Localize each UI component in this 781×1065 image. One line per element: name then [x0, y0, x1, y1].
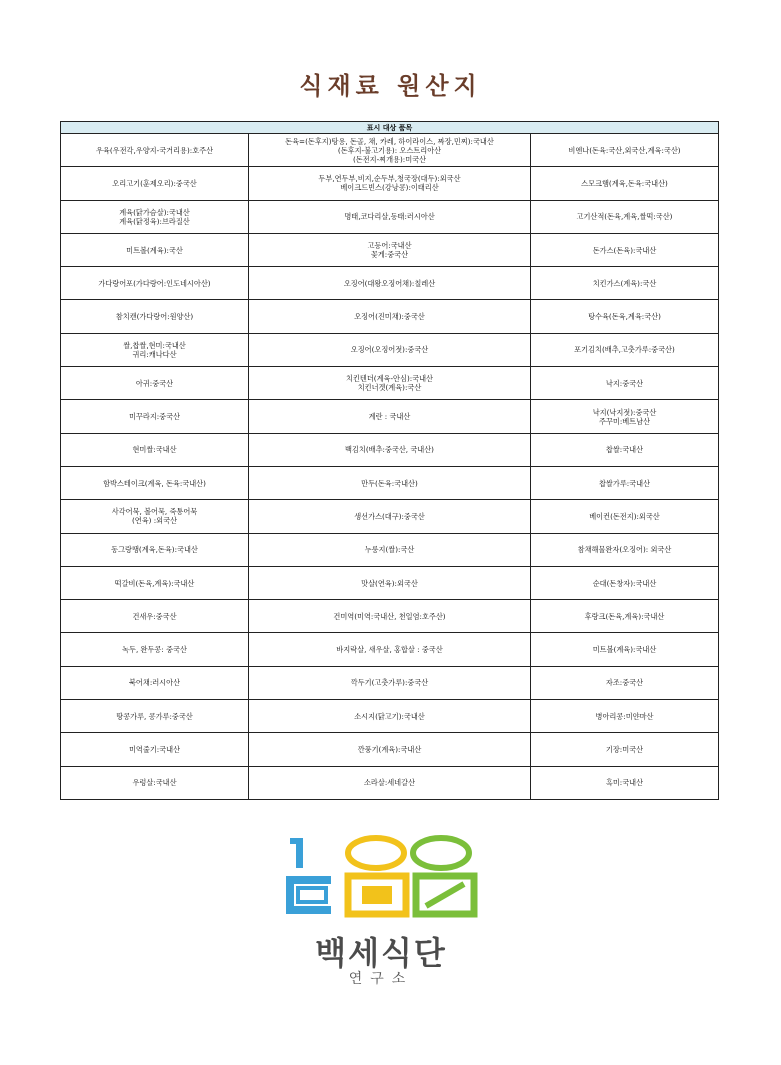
- table-cell: 포기김치(배추,고춧가루:중국산): [531, 333, 719, 366]
- table-cell: 건미역(미역:국내산, 천일염:호주산): [249, 600, 531, 633]
- table-cell: 기장:미국산: [531, 733, 719, 766]
- table-row: [61, 466, 719, 499]
- table-cell: 누룽지(쌀):국산: [249, 533, 531, 566]
- table-cell: 깐풍기(계육):국내산: [249, 733, 531, 766]
- table-cell: 순대(돈창자):국내산: [531, 566, 719, 599]
- table-cell: 스모크햄(계육,돈육:국내산): [531, 167, 719, 200]
- table-cell: 우육(우전각,우양지-국거리용):호주산: [61, 134, 249, 167]
- table-cell: 소라살:세네갈산: [249, 766, 531, 799]
- table-cell: 함박스테이크(계육, 돈육:국내산): [61, 466, 249, 499]
- table-cell: 참채해물완자(오징어): 외국산: [531, 533, 719, 566]
- table-row: [61, 633, 719, 666]
- table-row: [61, 700, 719, 733]
- table-cell: 돈가스(돈육):국내산: [531, 233, 719, 266]
- table-cell: 맛살(연육):외국산: [249, 566, 531, 599]
- table-body: [61, 134, 719, 800]
- table-cell: 아귀:중국산: [61, 367, 249, 400]
- table-cell: 오징어(대왕오징어채):칠레산: [249, 267, 531, 300]
- table-row: [61, 666, 719, 699]
- table-row: [61, 400, 719, 433]
- table-cell: 치킨가스(계육):국산: [531, 267, 719, 300]
- table-row: [61, 500, 719, 533]
- table-row: [61, 600, 719, 633]
- table-cell: 소시지(닭고기):국내산: [249, 700, 531, 733]
- table-cell: 찹쌀:국내산: [531, 433, 719, 466]
- table-row: [61, 233, 719, 266]
- table-cell: 미역줄기:국내산: [61, 733, 249, 766]
- table-cell: 땅콩가루, 콩가루:중국산: [61, 700, 249, 733]
- table-row: [61, 134, 719, 167]
- table-cell: 오징어(진미채):중국산: [249, 300, 531, 333]
- page-title: 식재료 원산지: [299, 72, 482, 100]
- table-row: [61, 566, 719, 599]
- table-cell: 쌀,찹쌀,현미:국내산 귀리:캐나다산: [61, 333, 249, 366]
- logo-name: 백세식단: [315, 934, 447, 972]
- table-cell: 녹두, 완두콩: 중국산: [61, 633, 249, 666]
- table-cell: 흑미:국내산: [531, 766, 719, 799]
- table-cell: 탕수육(돈육,계육:국산): [531, 300, 719, 333]
- table-cell: 비엔나(돈육:국산,외국산,계육:국산): [531, 134, 719, 167]
- table-row: [61, 300, 719, 333]
- table-cell: 베이컨(돈전지):외국산: [531, 500, 719, 533]
- table-cell: 미꾸라지:중국산: [61, 400, 249, 433]
- table-cell: 미트볼(계육):국내산: [531, 633, 719, 666]
- table-cell: 오징어(오징어젓):중국산: [249, 333, 531, 366]
- table-row: [61, 367, 719, 400]
- table-cell: 낙지(낙지젓):중국산 주꾸미:베트남산: [531, 400, 719, 433]
- table-cell: 백김치(배추:중국산, 국내산): [249, 433, 531, 466]
- table-cell: 오리고기(훈제오리):중국산: [61, 167, 249, 200]
- table-cell: 찹쌀가루:국내산: [531, 466, 719, 499]
- table-cell: 북어채:러시아산: [61, 666, 249, 699]
- table-cell: 치킨텐더(계육-안심):국내산 치킨너겟(계육):국산: [249, 367, 531, 400]
- table-row: [61, 766, 719, 799]
- table-row: [61, 533, 719, 566]
- table-cell: 만두(돈육:국내산): [249, 466, 531, 499]
- table-row: [61, 733, 719, 766]
- table-header: 표시 대상 품목: [61, 122, 719, 134]
- table-row: [61, 267, 719, 300]
- logo-sub: 연구소: [348, 971, 414, 987]
- table-cell: 돈육=(돈후지)탕용, 돈골, 채, 카레, 하이라이스, 짜장,민찌):국내산 (돈후지-불고기용): 오스트리아산 (돈전지-찌개용):미국산: [249, 134, 531, 167]
- table-cell: 명태,코다리살,동태:러시아산: [249, 200, 531, 233]
- table-cell: 떡갈비(돈육,계육):국내산: [61, 566, 249, 599]
- table-cell: 깍두기(고춧가루):중국산: [249, 666, 531, 699]
- table-row: [61, 333, 719, 366]
- table-cell: 미트볼(계육):국산: [61, 233, 249, 266]
- table-cell: 현미쌀:국내산: [61, 433, 249, 466]
- table-cell: 건새우:중국산: [61, 600, 249, 633]
- table-cell: 생선가스(대구):중국산: [249, 500, 531, 533]
- table-cell: 자조:중국산: [531, 666, 719, 699]
- table-header-row: [61, 122, 719, 134]
- logo: [276, 826, 486, 986]
- table-cell: 계육(닭가슴살):국내산 계육(닭정육):브라질산: [61, 200, 249, 233]
- logo-mark-icon: [276, 826, 486, 926]
- table-cell: 바지락살, 새우살, 홍합살 : 중국산: [249, 633, 531, 666]
- table-cell: 고등어:국내산 꽃게:중국산: [249, 233, 531, 266]
- table-cell: 후랑크(돈육,계육):국내산: [531, 600, 719, 633]
- table-cell: 가다랑어포(가다랑어:인도네시아산): [61, 267, 249, 300]
- table-cell: 고기산적(돈육,계육,쌀떡:국산): [531, 200, 719, 233]
- table-cell: 참치캔(가다랑어:원양산): [61, 300, 249, 333]
- origin-table: [60, 121, 719, 800]
- table-cell: 우렁살:국내산: [61, 766, 249, 799]
- table-row: [61, 200, 719, 233]
- table-cell: 낙지:중국산: [531, 367, 719, 400]
- table-cell: 사각어묵, 볼어묵, 죽통어묵 (연육) :외국산: [61, 500, 249, 533]
- table-row: [61, 167, 719, 200]
- table-cell: 두부,연두부,비지,순두부,청국장(대두):외국산 베이크드빈스(강낭콩):이태리산: [249, 167, 531, 200]
- table-cell: 계란 : 국내산: [249, 400, 531, 433]
- table-row: [61, 433, 719, 466]
- table-cell: 동그랑땡(계육,돈육):국내산: [61, 533, 249, 566]
- table-cell: 병아리콩:미얀마산: [531, 700, 719, 733]
